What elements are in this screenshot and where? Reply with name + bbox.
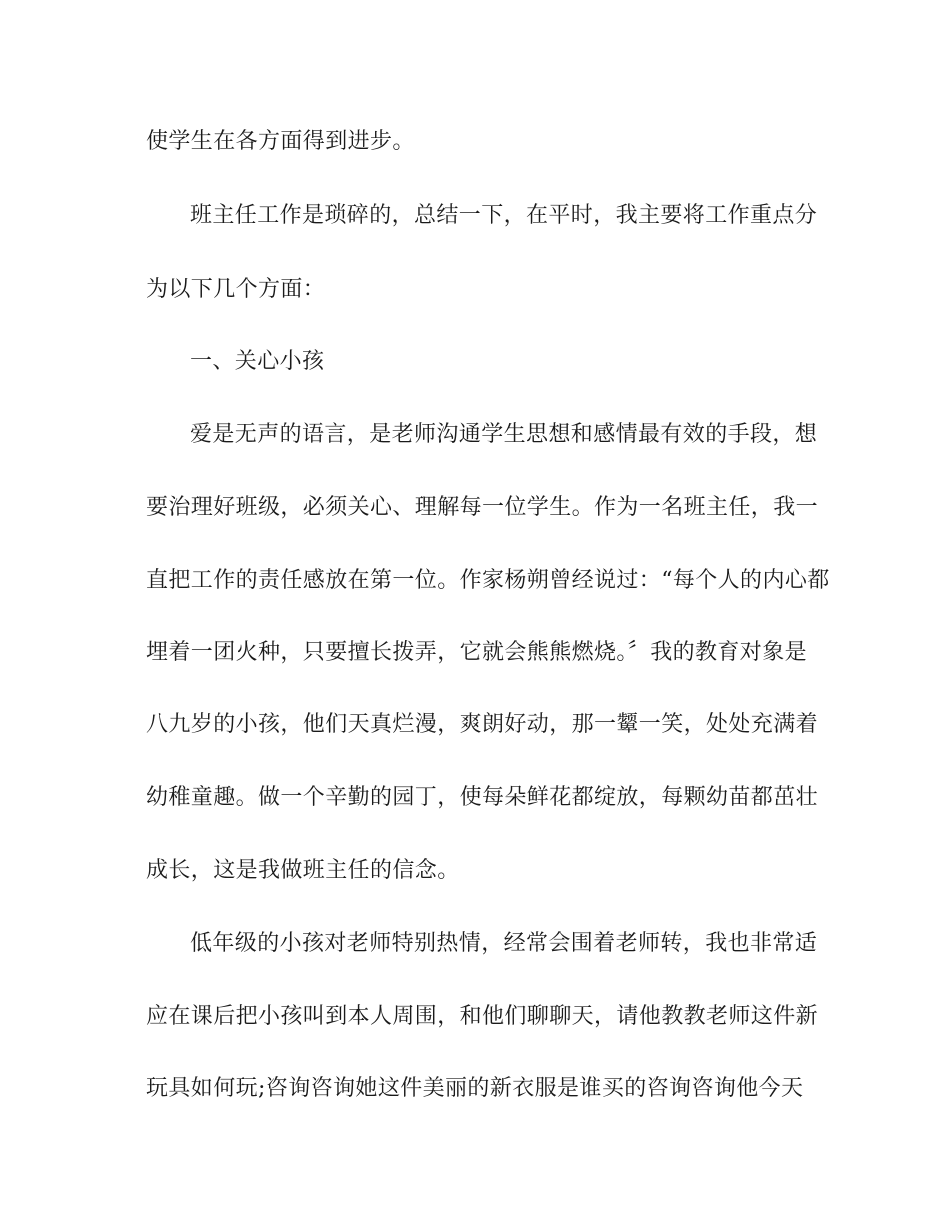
paragraph-line: 应在课后把小孩叫到本人周围，和他们聊聊天，请他教教老师这件新 [146, 1004, 819, 1029]
paragraph-line: 成长，这是我做班主任的信念。 [146, 858, 460, 883]
paragraph-line: 直把工作的责任感放在第一位。作家杨朔曾经说过：“每个人的内心都 [146, 568, 830, 593]
paragraph-line: 埋着一团火种，只要擅长拨弄，它就会熊熊燃烧。〞我的教育对象是 [146, 640, 808, 665]
section-heading: 一、关心小孩 [190, 349, 325, 374]
paragraph-line: 幼稚童趣。做一个辛勤的园丁，使每朵鲜花都绽放，每颗幼苗都茁壮 [146, 785, 819, 810]
paragraph-line: 爱是无声的语言，是老师沟通学生思想和感情最有效的手段，想 [190, 422, 818, 447]
paragraph-line: 八九岁的小孩，他们天真烂漫，爽朗好动，那一颦一笑，处处充满着 [146, 712, 819, 737]
paragraph-line: 低年级的小孩对老师特别热情，经常会围着老师转，我也非常适 [190, 931, 818, 956]
paragraph-line: 要治理好班级，必须关心、理解每一位学生。作为一名班主任，我一 [146, 495, 819, 520]
paragraph-line: 使学生在各方面得到进步。 [146, 129, 415, 154]
paragraph-line: 玩具如何玩;咨询咨询她这件美丽的新衣服是谁买的咨询咨询他今天 [146, 1076, 804, 1101]
paragraph-line: 为以下几个方面： [146, 277, 326, 302]
paragraph-line: 班主任工作是琐碎的，总结一下，在平时，我主要将工作重点分 [190, 203, 818, 228]
